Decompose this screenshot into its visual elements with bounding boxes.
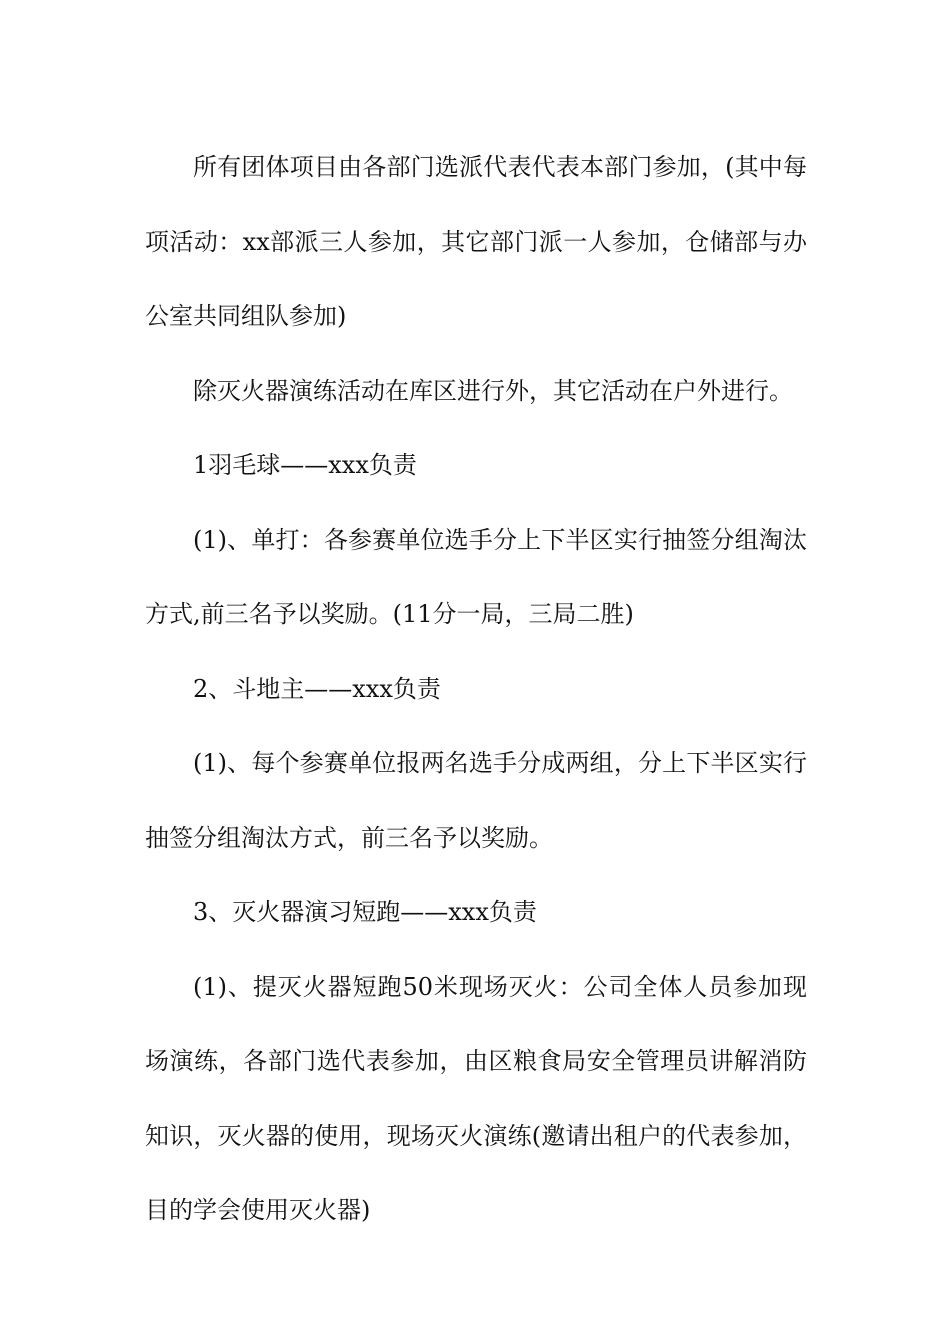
paragraph-team-events: 所有团体项目由各部门选派代表代表本部门参加，(其中每项活动：xx部派三人参加，其它部门派一人参加，仓储部与办公室共同组队参加): [145, 153, 807, 330]
heading-extinguisher-sprint: 3、灭火器演习短跑——xxx负责: [193, 898, 537, 926]
heading-badminton: 1羽毛球——xxx负责: [193, 451, 417, 479]
paragraph-doudizhu-rules: (1)、每个参赛单位报两名选手分成两组，分上下半区实行抽签分组淘汰方式，前三名予以奖励。: [145, 749, 807, 852]
heading-doudizhu: 2、斗地主——xxx负责: [193, 674, 441, 703]
paragraph-badminton-singles: (1)、单打：各参赛单位选手分上下半区实行抽签分组淘汰方式,前三名予以奖励。(11分一局，三局二胜): [145, 525, 807, 628]
paragraph-venue: 除灭火器演练活动在库区进行外，其它活动在户外进行。: [193, 376, 793, 405]
document-body: [145, 130, 807, 1248]
paragraph-extinguisher-drill: (1)、提灭火器短跑50米现场灭火：公司全体人员参加现场演练，各部门选代表参加，由区粮食局安全管理员讲解消防知识，灭火器的使用，现场灭火演练(邀请出租户的代表参加，目的学会使用灭火器): [145, 972, 807, 1224]
